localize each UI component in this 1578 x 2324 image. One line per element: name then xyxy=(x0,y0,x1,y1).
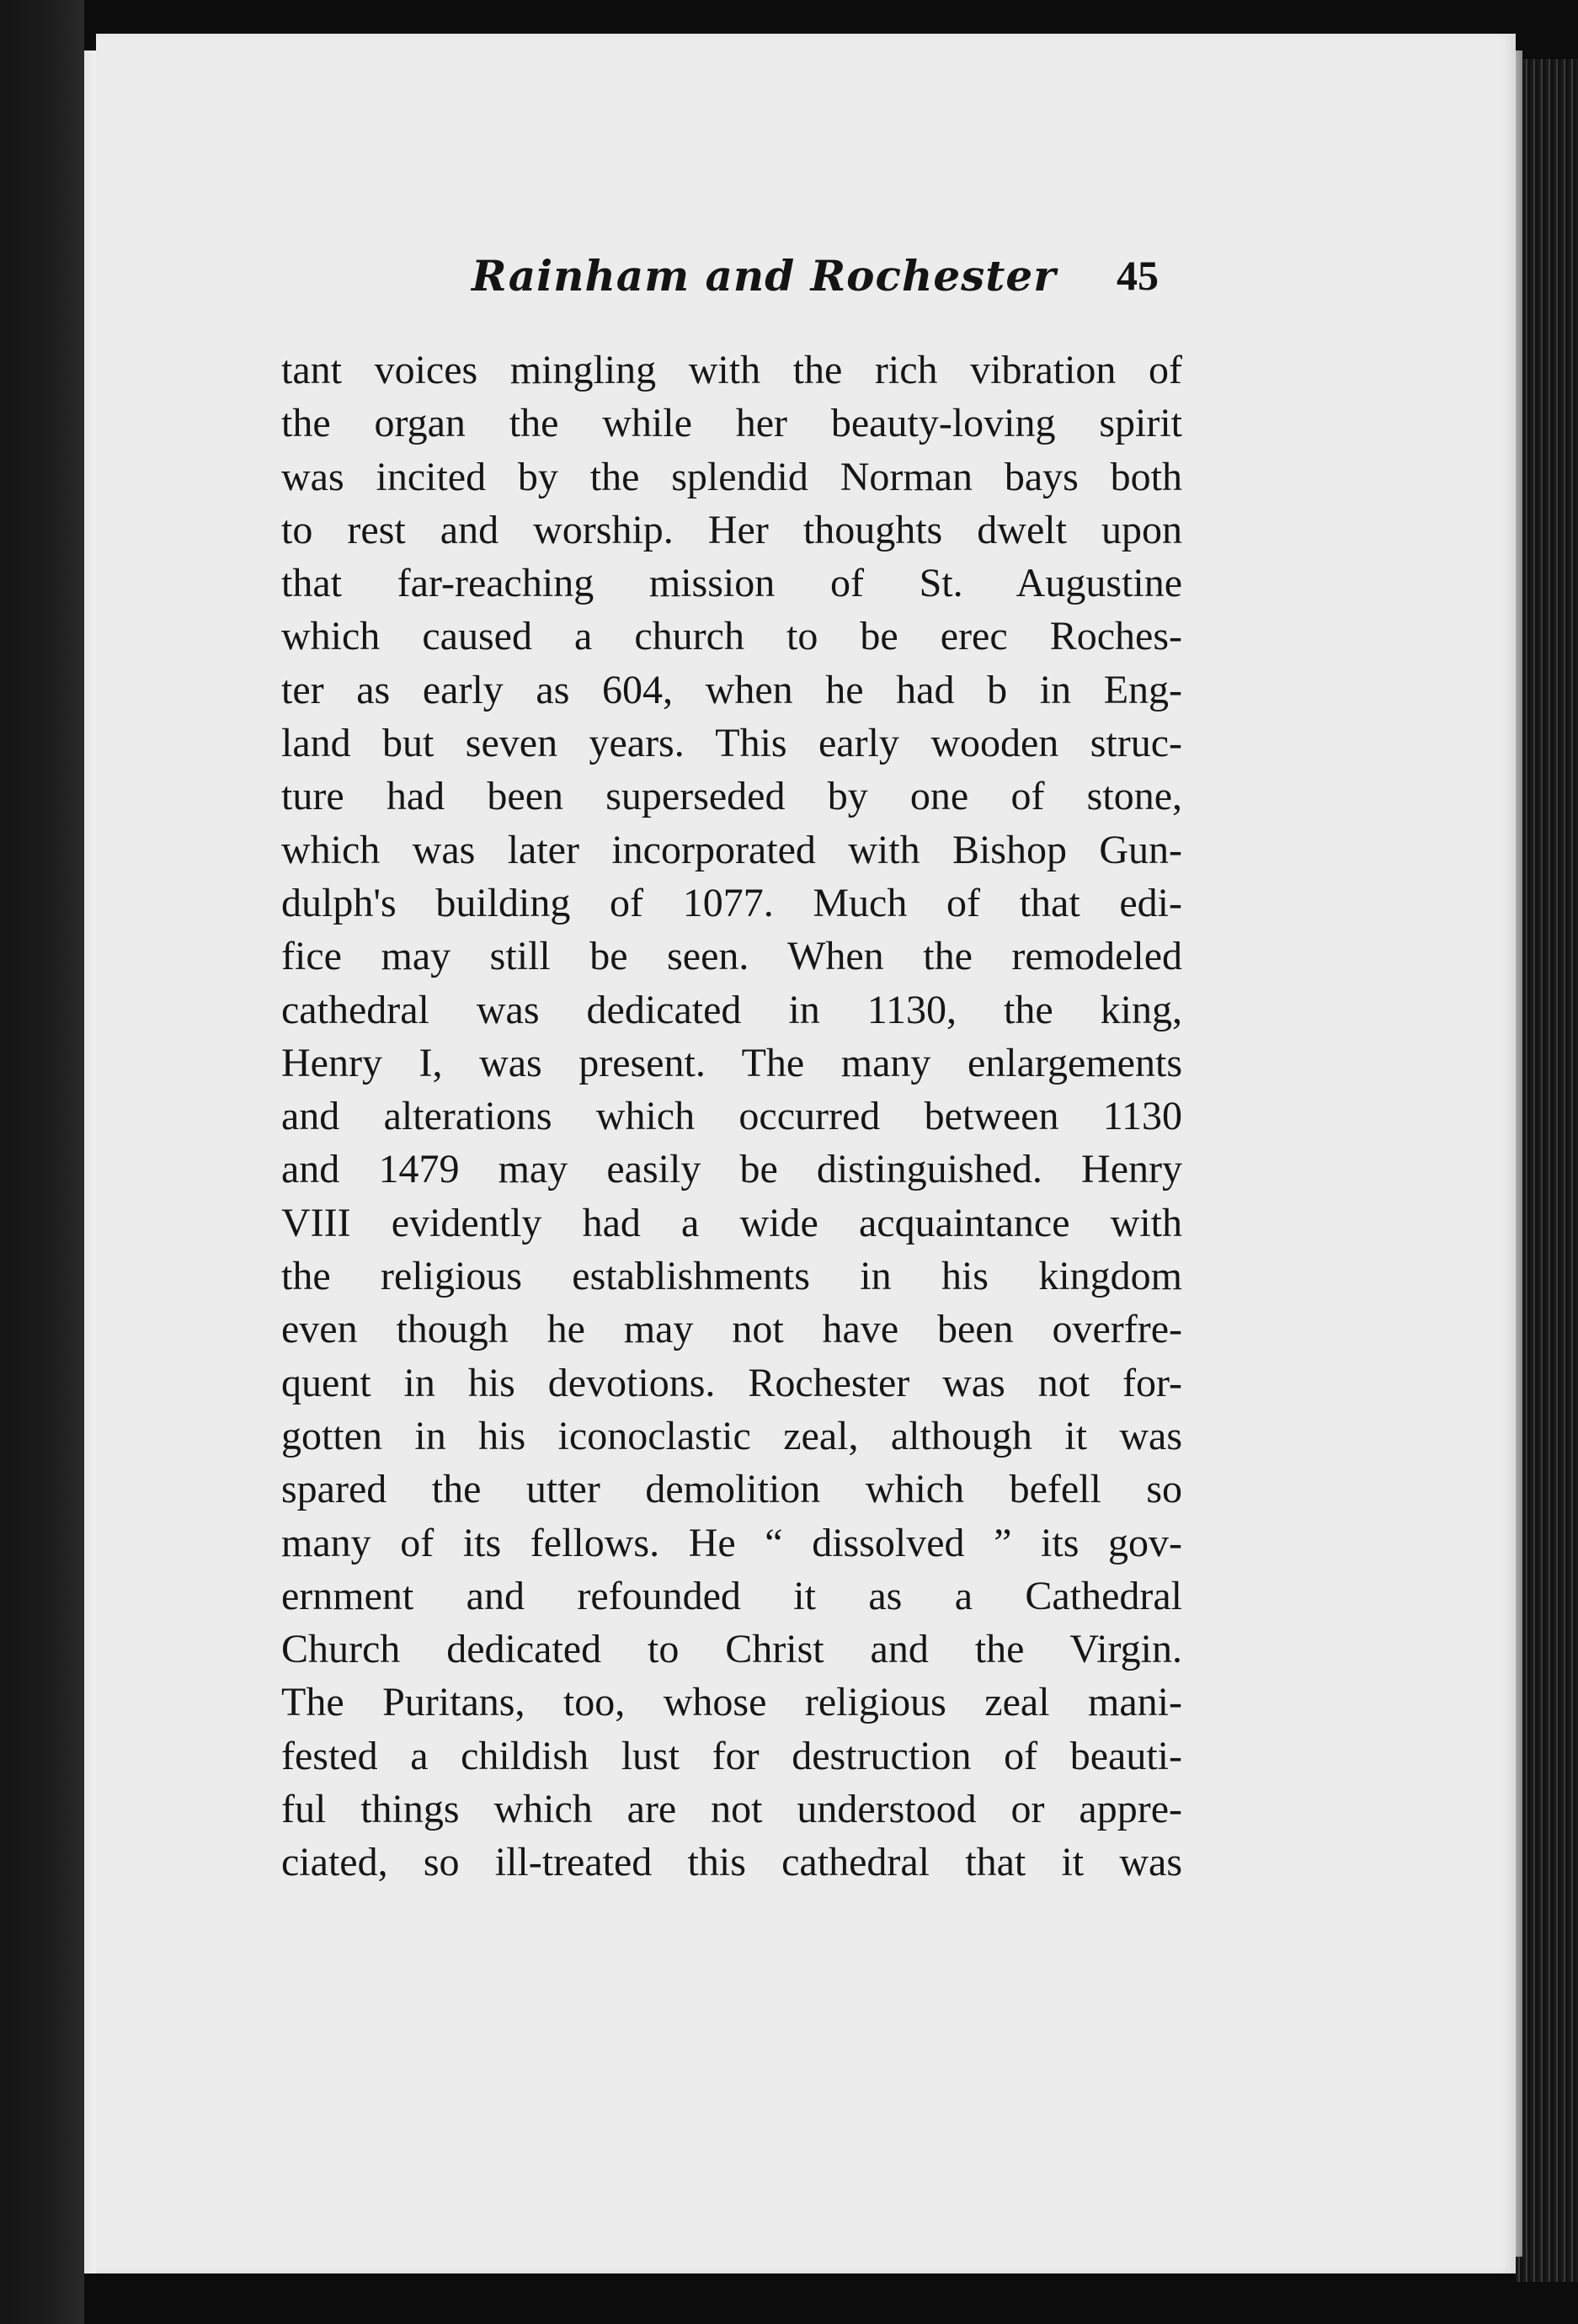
text-line: the religious establishments in his kingdom xyxy=(281,1254,1182,1299)
binding-gutter xyxy=(84,51,96,2273)
text-line: quent in his devotions. Rochester was not for- xyxy=(281,1360,1182,1405)
body-text xyxy=(281,344,1182,1890)
text-line: which caused a church to be erec Roches- xyxy=(281,614,1182,659)
stacked-page-edges xyxy=(1516,59,1578,2282)
text-line: VIII evidently had a wide acquaintance with xyxy=(281,1200,1182,1245)
text-line: dulph's building of 1077. Much of that edi- xyxy=(281,880,1182,925)
text-line: gotten in his iconoclastic zeal, although it was xyxy=(281,1413,1182,1458)
text-line: that far-reaching mission of St. Augustine xyxy=(281,561,1182,606)
text-line: and 1479 may easily be distinguished. Henry xyxy=(281,1147,1182,1192)
text-line: to rest and worship. Her thoughts dwelt upon xyxy=(281,507,1182,552)
text-line: spared the utter demolition which befell so xyxy=(281,1467,1182,1512)
text-line: ciated, so ill-treated this cathedral that it was xyxy=(281,1840,1182,1885)
text-line: and alterations which occurred between 1130 xyxy=(281,1094,1182,1139)
text-line: many of its fellows. He “ dissolved ” its gov- xyxy=(281,1520,1182,1565)
text-line: which was later incorporated with Bishop Gun- xyxy=(281,827,1182,872)
text-line: ernment and refounded it as a Cathedral xyxy=(281,1573,1182,1618)
previous-page-edge xyxy=(0,0,84,2324)
text-line: land but seven years. This early wooden struc- xyxy=(281,721,1182,766)
text-line: fice may still be seen. When the remodeled xyxy=(281,934,1182,979)
text-line: tant voices mingling with the rich vibration of xyxy=(281,348,1182,392)
text-line: even though he may not have been overfre- xyxy=(281,1307,1182,1352)
text-line: ful things which are not understood or appre- xyxy=(281,1787,1182,1832)
text-line: Henry I, was present. The many enlargements xyxy=(281,1040,1182,1085)
text-line: ter as early as 604, when he had b in Eng- xyxy=(281,667,1182,712)
text-line: ture had been superseded by one of stone, xyxy=(281,774,1182,819)
running-head-title: Rainham and Rochester xyxy=(472,251,1057,301)
text-line: was incited by the splendid Norman bays both xyxy=(281,454,1182,499)
text-line: The Puritans, too, whose religious zeal mani- xyxy=(281,1680,1182,1725)
text-line: cathedral was dedicated in 1130, the king, xyxy=(281,987,1182,1032)
text-line: the organ the while her beauty-loving spirit xyxy=(281,401,1182,446)
page-number: 45 xyxy=(1117,252,1159,299)
text-line: fested a childish lust for destruction of beauti- xyxy=(281,1733,1182,1778)
text-line: Church dedicated to Christ and the Virgin. xyxy=(281,1627,1182,1672)
running-head xyxy=(472,251,1229,310)
